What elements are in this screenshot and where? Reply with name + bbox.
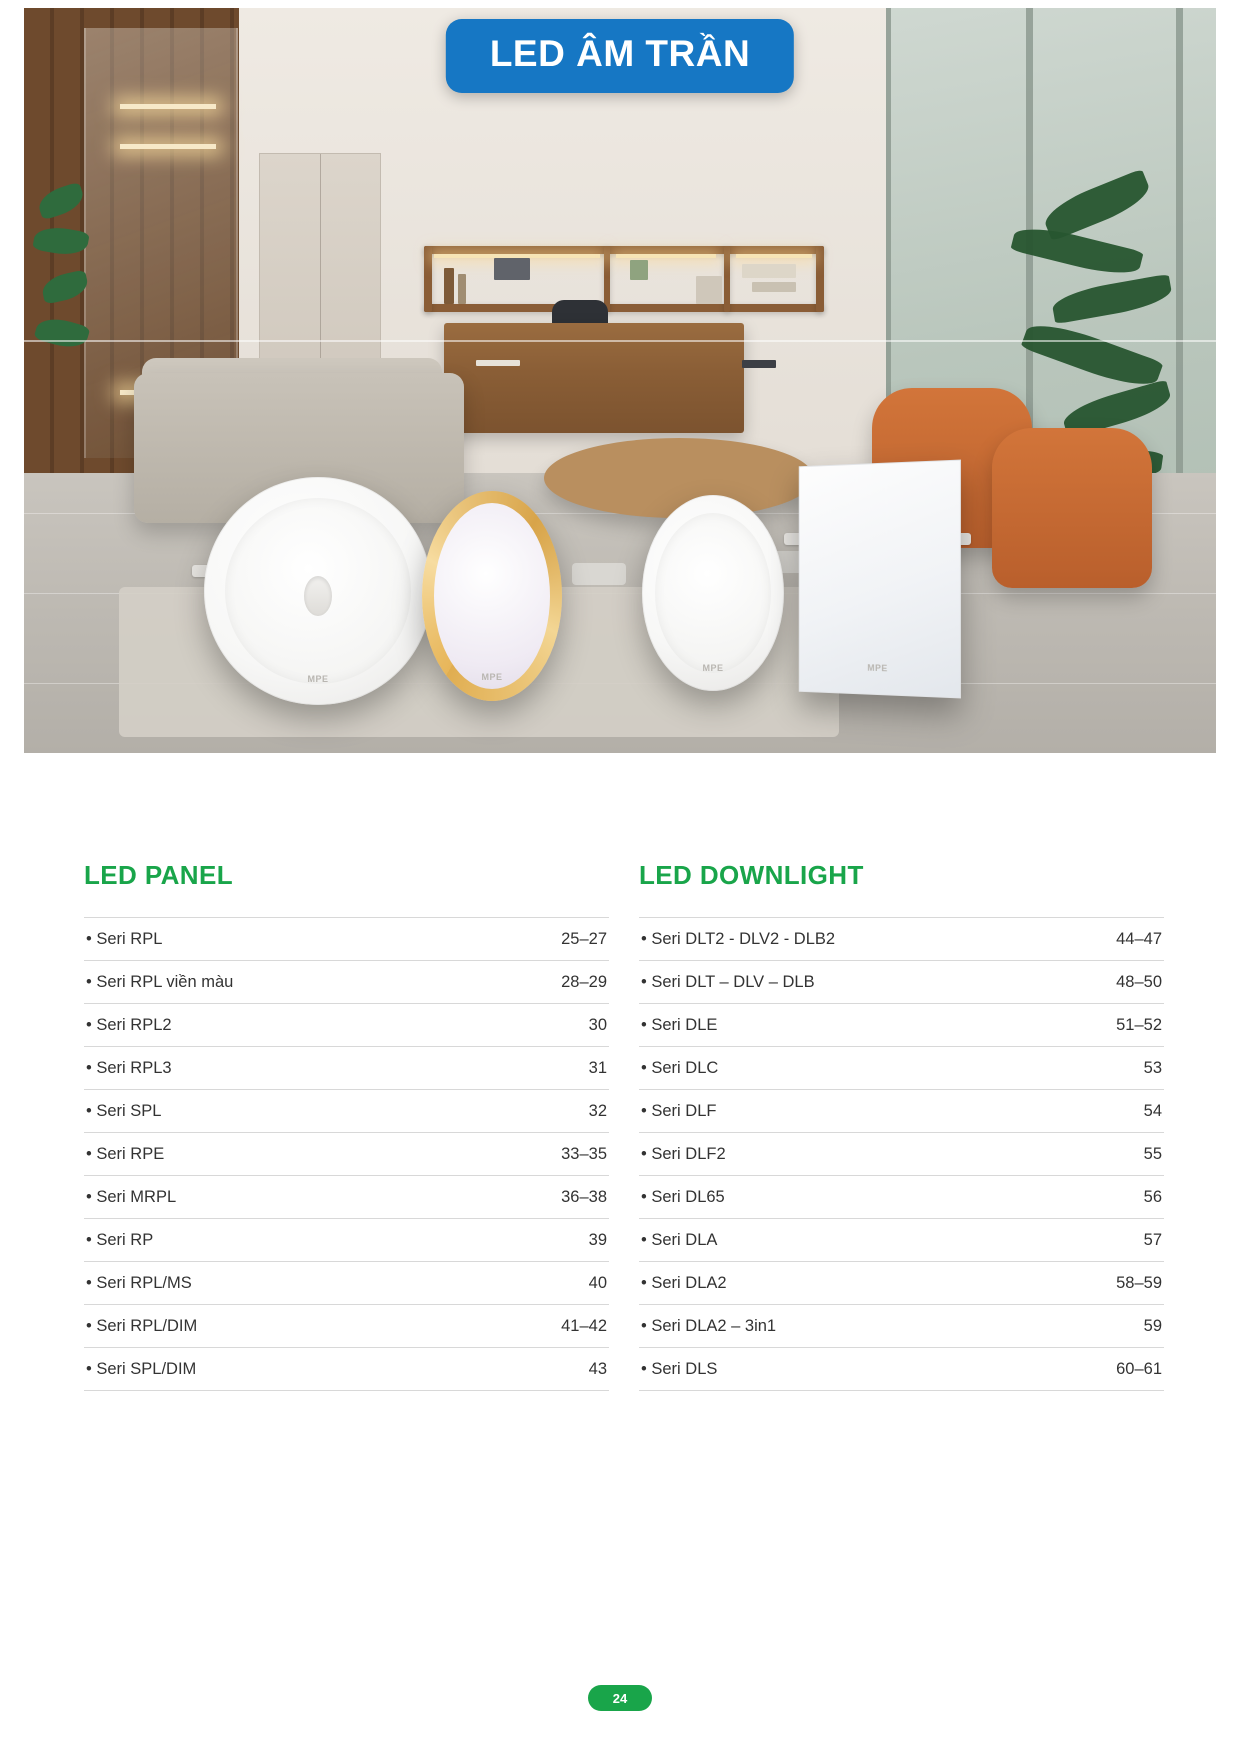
armchair [992,428,1152,588]
shelf-object [742,264,796,278]
shelf [724,246,730,312]
toc-item-label: • Seri DLE [641,1016,718,1034]
toc-item-label: • Seri RPL [86,930,163,948]
toc-item-label: • Seri RP [86,1231,154,1249]
toc-item-label: • Seri SPL/DIM [86,1360,197,1378]
list-item[interactable] [639,1004,1164,1047]
motion-sensor [304,576,332,616]
toc-item-label: • Seri DLA [641,1231,718,1249]
toc-item-label: • Seri DLC [641,1059,719,1077]
interior-photo [24,8,1216,753]
brand-label: MPE [867,663,888,674]
shelf-light [616,254,716,258]
toc-item-label: • Seri MRPL [86,1188,177,1206]
toc-item-label: • Seri DLA2 – 3in1 [641,1317,777,1335]
toc-item-pages: 48–50 [1116,973,1162,991]
toc-item-label: • Seri RPL/DIM [86,1317,198,1335]
toc-item-pages: 58–59 [1116,1274,1162,1292]
toc-list [639,917,1164,1391]
toc-item-pages: 28–29 [561,973,607,991]
shelf [424,304,824,312]
toc-item-pages: 54 [1143,1102,1162,1120]
list-item[interactable] [639,1176,1164,1219]
toc-item-label: • Seri DLT2 - DLV2 - DLB2 [641,930,836,948]
toc-item-label: • Seri RPL3 [86,1059,172,1077]
toc-item-label: • Seri RPL viền màu [86,973,234,991]
shelf [604,246,610,312]
shelf-light [736,254,812,258]
toc-list [84,917,609,1391]
list-item[interactable] [84,1348,609,1391]
list-item[interactable] [639,1133,1164,1176]
toc-item-label: • Seri SPL [86,1102,162,1120]
list-item[interactable] [84,961,609,1004]
list-item[interactable] [84,917,609,961]
list-item[interactable] [639,1348,1164,1391]
brand-label: MPE [702,663,724,674]
shelf-object [752,282,796,292]
toc-item-pages: 25–27 [561,930,607,948]
toc-item-pages: 32 [588,1102,607,1120]
desk-object [742,360,776,368]
shelf-object [444,268,454,304]
list-item[interactable] [639,961,1164,1004]
product-led-panel-square [794,463,961,695]
toc-item-label: • Seri RPE [86,1145,165,1163]
toc-item-pages: 57 [1143,1231,1162,1249]
shelf [816,246,824,312]
product-led-panel-gold [422,491,562,701]
toc-item-pages: 44–47 [1116,930,1162,948]
shelf [424,246,824,254]
toc-item-pages: 31 [588,1059,607,1077]
toc-item-label: • Seri RPL2 [86,1016,172,1034]
list-item[interactable] [639,1262,1164,1305]
toc-column-title: LED DOWNLIGHT [639,860,864,890]
page-title-badge: LED ÂM TRẦN [446,19,794,93]
shelf-object [696,276,722,304]
shelf-object [494,258,530,280]
toc-item-pages: 55 [1143,1145,1162,1163]
toc-item-label: • Seri DLF2 [641,1145,726,1163]
toc-column-led-panel [84,860,609,1391]
toc-item-pages: 60–61 [1116,1360,1162,1378]
toc-item-pages: 59 [1143,1317,1162,1335]
toc-item-label: • Seri DLT – DLV – DLB [641,973,815,991]
desk-object [476,360,520,366]
leaf-plant [34,188,94,408]
brand-label: MPE [481,672,503,683]
shelf-object [630,260,648,280]
toc-item-label: • Seri DLF [641,1102,717,1120]
toc-item-pages: 53 [1143,1059,1162,1077]
shelf [424,246,432,312]
toc-column-title: LED PANEL [84,860,234,890]
toc-item-label: • Seri DLA2 [641,1274,727,1292]
toc-item-pages: 43 [588,1360,607,1378]
brand-label: MPE [307,674,329,685]
list-item[interactable] [639,1090,1164,1133]
toc-column-led-downlight [639,860,1164,1391]
list-item[interactable] [84,1047,609,1090]
list-item[interactable] [84,1133,609,1176]
toc-item-pages: 36–38 [561,1188,607,1206]
table-of-contents [84,860,1164,1391]
toc-item-pages: 40 [588,1274,607,1292]
list-item[interactable] [84,1090,609,1133]
toc-item-label: • Seri DLS [641,1360,718,1378]
list-item[interactable] [639,1219,1164,1262]
list-item[interactable] [84,1176,609,1219]
product-led-downlight [642,495,784,691]
toc-item-pages: 30 [588,1016,607,1034]
page-number-badge: 24 [588,1685,652,1711]
list-item[interactable] [84,1219,609,1262]
toc-item-label: • Seri RPL/MS [86,1274,192,1292]
toc-item-pages: 56 [1143,1188,1162,1206]
toc-item-label: • Seri DL65 [641,1188,725,1206]
product-led-panel-sensor [204,477,432,705]
toc-item-pages: 41–42 [561,1317,607,1335]
wall-light [120,144,216,149]
list-item[interactable] [639,1047,1164,1090]
list-item[interactable] [639,1305,1164,1348]
hero-image [24,8,1216,753]
list-item[interactable] [84,1262,609,1305]
list-item[interactable] [639,917,1164,961]
toc-item-pages: 39 [588,1231,607,1249]
shelf-object [458,274,466,304]
toc-item-pages: 51–52 [1116,1016,1162,1034]
list-item[interactable] [84,1305,609,1348]
wall-light [120,104,216,109]
toc-item-pages: 33–35 [561,1145,607,1163]
list-item[interactable] [84,1004,609,1047]
photo-seam [24,340,1216,342]
